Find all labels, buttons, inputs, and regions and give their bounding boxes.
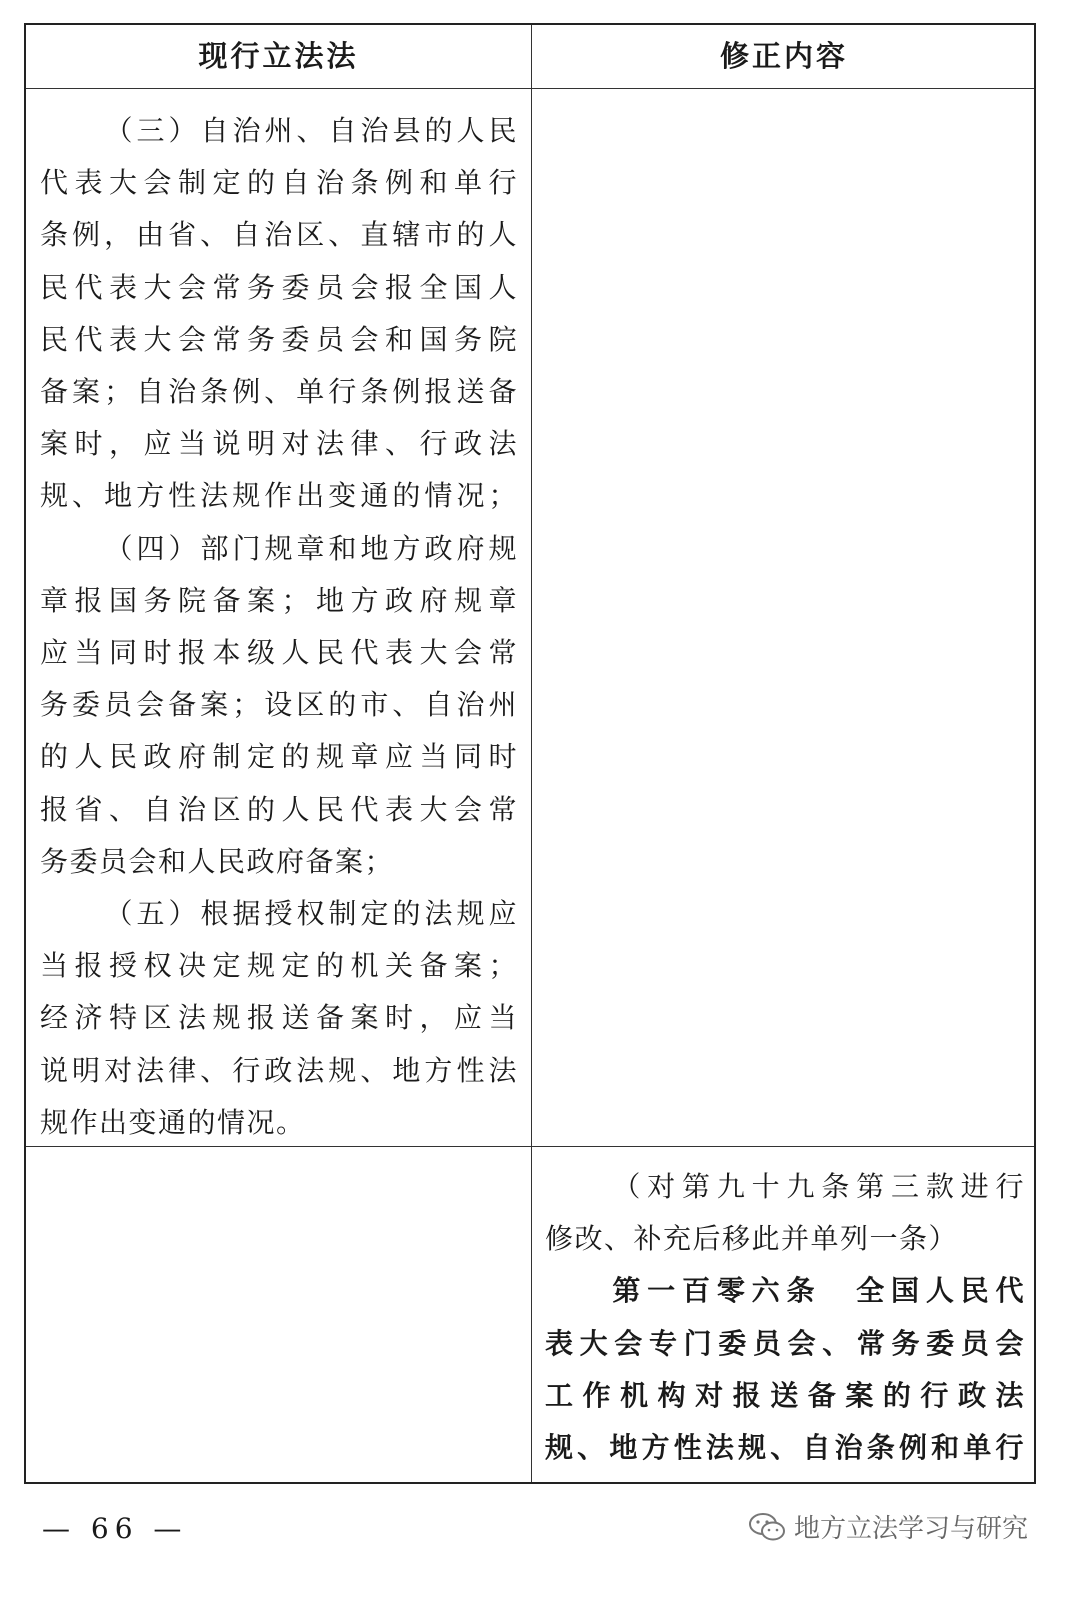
current-law-cell (40, 105, 518, 1149)
text-line: 规作出变通的情况。 (40, 1105, 306, 1139)
watermark-text: 地方立法学习与研究 (793, 1514, 1028, 1544)
text-line: 民代表大会常务委员会和国务院 (40, 322, 518, 356)
text-line: 章报国务院备案；地方政府规章 (40, 583, 518, 617)
text-line: 民代表大会常务委员会报全国人 (40, 270, 518, 304)
text-line: 案时，应当说明对法律、行政法 (40, 427, 518, 461)
text-line: （五）根据授权制定的法规应 (102, 897, 518, 931)
comparison-table (24, 23, 1036, 1484)
text-line: 修改、补充后移此并单列一条） (545, 1222, 959, 1256)
text-line: 当报授权决定规定的机关备案； (40, 949, 518, 983)
text-line: 的人民政府制定的规章应当同时 (40, 740, 518, 774)
text-line: 务委员会备案；设区的市、自治州 (40, 688, 518, 722)
column-header-amendment: 修正内容 (719, 39, 848, 73)
article-line: 工作机构对报送备案的行政法 (545, 1378, 1025, 1412)
page-number: — 66 — (42, 1512, 188, 1545)
wechat-icon (748, 1512, 786, 1542)
watermark (748, 1508, 1028, 1545)
text-line: 代表大会制定的自治条例和单行 (40, 166, 518, 200)
text-line: （三）自治州、自治县的人民 (102, 114, 518, 147)
text-line: 务委员会和人民政府备案； (40, 844, 395, 878)
text-line: 应当同时报本级人民代表大会常 (40, 636, 518, 670)
text-line: （四）部门规章和地方政府规 (102, 531, 518, 565)
text-line: 经济特区法规报送备案时，应当 (40, 1001, 518, 1035)
text-line: 报省、自治区的人民代表大会常 (40, 792, 518, 826)
text-line: （对第九十九条第三款进行 (607, 1170, 1025, 1203)
column-divider (531, 25, 532, 1482)
text-line: 说明对法律、行政法规、地方性法 (40, 1053, 518, 1087)
header-divider (26, 88, 1034, 89)
text-line: 备案；自治条例、单行条例报送备 (40, 375, 518, 409)
article-line: 规、地方性法规、自治条例和单行 (545, 1431, 1025, 1465)
column-header-current-law: 现行立法法 (198, 39, 359, 73)
text-line: 条例，由省、自治区、直辖市的人 (40, 218, 518, 252)
article-line: 表大会专门委员会、常务委员会 (545, 1326, 1025, 1360)
article-line: 第一百零六条 全国人民代 (607, 1274, 1025, 1308)
text-line: 规、地方性法规作出变通的情况； (40, 479, 518, 513)
amendment-cell (545, 1161, 1025, 1474)
